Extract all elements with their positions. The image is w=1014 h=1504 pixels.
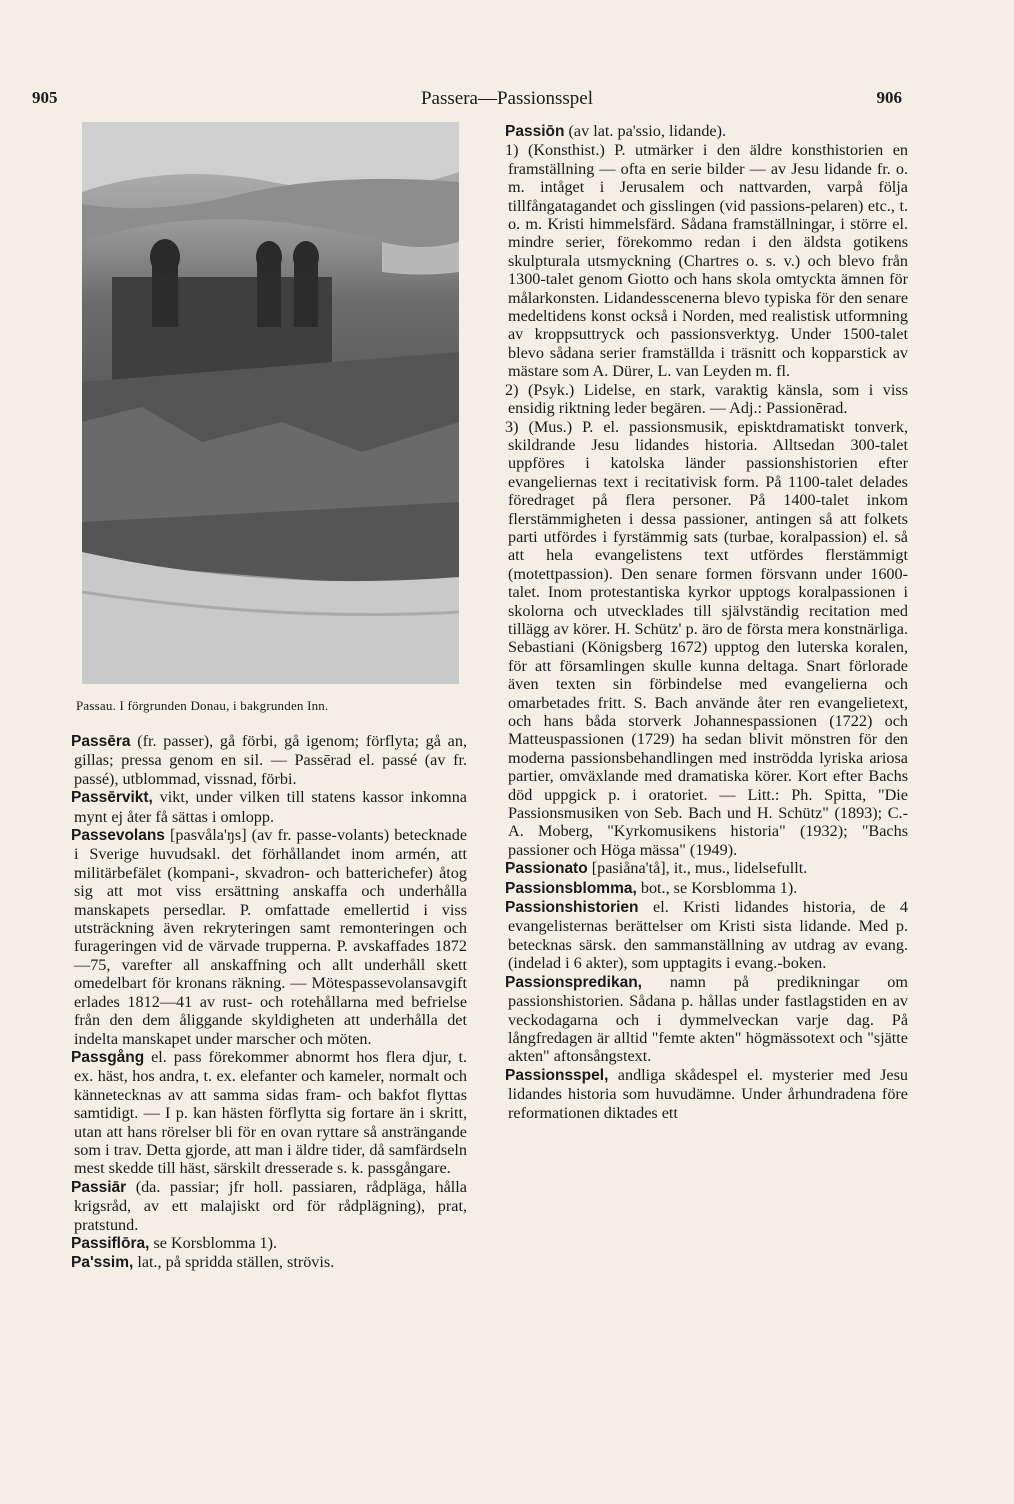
left-column bbox=[71, 122, 467, 1273]
entry-passionspredikan bbox=[505, 972, 908, 1066]
passau-photograph bbox=[82, 122, 459, 684]
headword: Passērvikt, bbox=[71, 789, 153, 807]
headword: Passevolans bbox=[71, 827, 165, 845]
entry-passionsblomma bbox=[505, 878, 908, 898]
right-column bbox=[505, 122, 908, 1122]
entry-body: namn på predikningar om passionshistorien. Sådana p. hållas under fastlagstiden en av veckodagarna och i dymmelveckan varje dag. På långfredagen är alltid "femte akten" högmässotext och "sjätte akten" aftonsångstext. bbox=[508, 972, 908, 1066]
entry-passiar bbox=[71, 1177, 467, 1234]
entry-body: se Korsblomma 1). bbox=[149, 1233, 278, 1252]
headword: Passionato bbox=[505, 860, 588, 878]
headword: Passiflōra, bbox=[71, 1234, 150, 1252]
entry-passionshistorien bbox=[505, 898, 908, 973]
headword: Passēra bbox=[71, 733, 131, 750]
entry-passion-sense-1: 1) (Konsthist.) P. utmärker i den äldre konsthistorien en framställning — ofta en serie bilder — av Jesu lidande fr. o. m. intåget i Jerusalem och nattvarden, varpå följa tillfångatagandet och gisslingen (vid passions-pelaren) etc., t. o. m. Kristi himmelsfärd. Sådana framställningar, i större el. mindre serier, förekommo redan i den äldsta gotikens skulpturala utsmyckning (Chartres o. s. v.) och blevo från 1300-talet genom Giotto och hans skola omtyckta ämnen för målarkonsten. Lidandesscenerna blevo typiska för den senare medeltidens konst också i Norden, med realistisk utformning av kroppsuttryck och passionsverktyg. Under 1500-talet blevo sådana serier framställda i träsnitt och kopparstick av mästare som A. Dürer, L. van Leyden m. fl. bbox=[505, 141, 908, 381]
photo-illustration bbox=[82, 122, 459, 684]
entry-passion-sense-3: 3) (Mus.) P. el. passionsmusik, episktdramatiskt tonverk, skildrande Jesu lidandes historia. Alltsedan 300-talet uppföres i katolska länder passionshistorien efter evangeliernas text i recitativisk form. På 1100-talet delades föredraget på flera personer. På 1400-talet inkom flerstämmigheten i dessa passioner, antingen så att folkets parti utfördes i fyrstämmig sats (turbae, koralpassion) el. så att hela evangelistens text utfördes flerstämmigt (motettpassion). Den senare formen försvann under 1600-talet. Inom protestantiska kyrkor upptogs koralpassionen i skolorna och utvecklades till självständig recitation med tillägg av körer. H. Schütz' p. äro de första mera konstnärliga. Sebastiani (Königsberg 1672) upptog den luterska koralen, för att församlingen skulle kunna deltaga. Snart förlorade även texten sin förbindelse med evangelierna och omarbetades fritt. S. Bach använde åter ren evangelietext, och hans båda storverk Johannespassionen (1722) och Matteuspassionen (1729) ha sedan blivit mönstren för den moderna passionsbehandlingen med inströdda lyriska ariosa partier, omväxlande med dramatiska körer. Kort efter Bachs död uppgick p. i oratoriet. — Litt.: Ph. Spitta, "Die Passionsmusiken von Seb. Bach und H. Schütz" (1893); C.-A. Moberg, "Kyrkomusikens historia" (1932); "Bachs passioner och Höga mässa" (1949). bbox=[505, 417, 908, 859]
figure-caption: Passau. I förgrunden Donau, i bakgrunden Inn. bbox=[76, 698, 329, 713]
entry-body: lat., på spridda ställen, strövis. bbox=[133, 1253, 335, 1272]
entry-body: el. pass förekommer abnormt hos flera djur, t. ex. häst, hos andra, t. ex. elefanter och kameler, normalt och kännetecknas av att samma sidas fram- och bakfot flyttas samtidigt. — I p. kan hästen förflytta sig fortare än i skritt, utan att hans rörelser bli för en ovan ryttare så ansträngande som i trav. Detta gjorde, att man i äldre tider, då samfärdseln mest skedde till häst, särskilt dresserade s. k. passgångare. bbox=[74, 1047, 467, 1178]
entry-body: (av lat. pa'ssio, lidande). bbox=[564, 122, 727, 140]
entry-passera bbox=[71, 732, 467, 788]
page-number-left: 905 bbox=[32, 88, 58, 107]
entry-body: bot., se Korsblomma 1). bbox=[636, 878, 798, 897]
entry-passevolans bbox=[71, 826, 467, 1048]
headword: Passiōn bbox=[505, 123, 565, 140]
entry-body: [pasvåla'ŋs] (av fr. passe-volants) betecknade i Sverige huvudsakl. det förhållandet inom armén, att militärbefälet (kompani-, skvadron- och batterichefer) åtog sig att mot viss ersättning anskaffa och underhålla manskapets persedlar. P. omfattade emellertid i viss utsträckning även rekryteringen samt remonteringen och furageringen vid de värvade trupperna. P. avskaffades 1872—75, varefter all anskaffning och allt underhåll skett omedelbart för kronans räkning. — Mötespassevolansavgift erlades 1812—41 av rust- och rotehållarna med befrielse från den dem åliggande skyldigheten att underhålla det indelta manskapet under marscher och möten. bbox=[74, 826, 467, 1048]
entry-body: [pasiåna'tå], it., mus., lidelsefullt. bbox=[587, 859, 808, 878]
headword: Passionsspel, bbox=[505, 1066, 609, 1084]
headword: Passionsblomma, bbox=[505, 879, 637, 897]
left-entries bbox=[71, 732, 467, 1273]
entry-passim bbox=[71, 1253, 467, 1272]
headword: Passionshistorien bbox=[505, 899, 639, 917]
headword: Passiār bbox=[71, 1178, 127, 1196]
entry-body: (fr. passer), gå förbi, gå igenom; förflyta; gå an, gillas; pressa genom en sil. — Passērad el. passé (av fr. passé), utblommad, vissnad, förbi. bbox=[74, 732, 467, 788]
entry-passion bbox=[505, 122, 908, 141]
running-title: Passera—Passionsspel bbox=[420, 88, 594, 109]
headword: Pa'ssim, bbox=[71, 1254, 134, 1272]
page-number-right: 906 bbox=[876, 88, 902, 107]
entry-passgang bbox=[71, 1047, 467, 1178]
headword: Passgång bbox=[71, 1048, 145, 1066]
entry-body: andliga skådespel el. mysterier med Jesu lidandes historia som huvudämne. Under århundradena före reformationen diktades ett bbox=[508, 1065, 908, 1122]
entry-passiflora bbox=[71, 1233, 467, 1253]
entry-passionsspel bbox=[505, 1065, 908, 1122]
page-header bbox=[0, 88, 1014, 116]
entry-passion-sense-2: 2) (Psyk.) Lidelse, en stark, varaktig känsla, som i viss ensidig riktning leder begären. — Adj.: Passionērad. bbox=[505, 380, 908, 418]
entry-body: el. Kristi lidandes historia, de 4 evangelisternas berättelser om Kristi sista lidande. Med p. betecknas särsk. den sammanställning av utdrag av evang. (indelad i 6 akter), som upptagits i evang.-boken. bbox=[508, 898, 908, 973]
entry-passervikt bbox=[71, 788, 467, 826]
entry-body: (da. passiar; jfr holl. passiaren, rådpläga, hålla krigsråd, av ett malajiskt ord för rådplägning), prat, pratstund. bbox=[74, 1177, 467, 1234]
entry-passionato bbox=[505, 859, 908, 878]
headword: Passionspredikan, bbox=[505, 973, 642, 991]
entry-body: vikt, under vilken till statens kassor inkomna mynt ej åter få sättas i omlopp. bbox=[74, 788, 467, 826]
